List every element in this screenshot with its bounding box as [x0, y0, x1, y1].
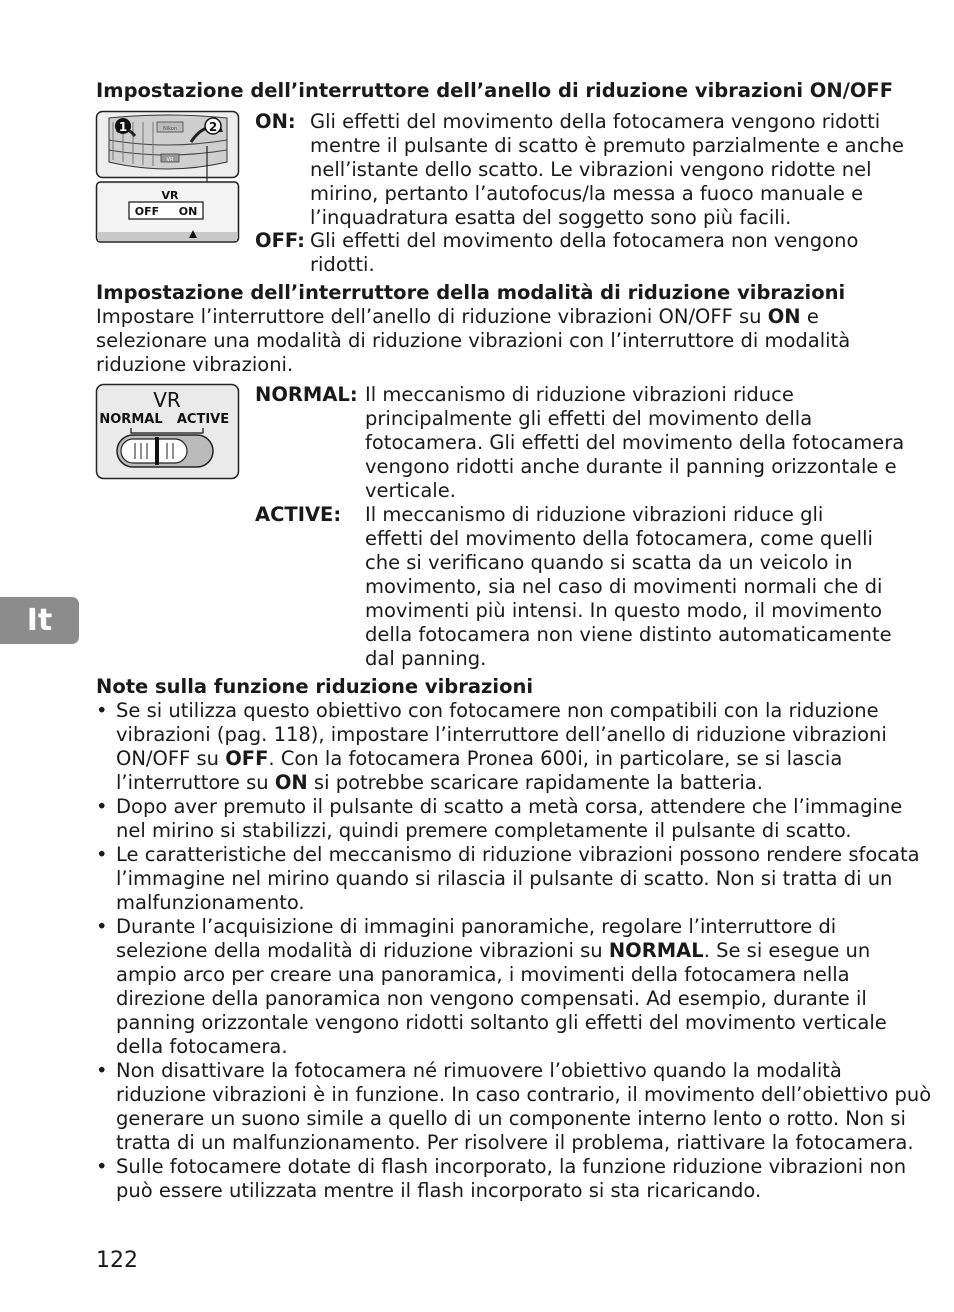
- ring-brand-text: Nikon: [162, 126, 178, 132]
- page-number: 122: [96, 1248, 138, 1273]
- definition-on: Gli effetti del movimento della fotocamera vengono ridotti mentre il pulsante di scatto è premuto parzialmente e anche nell’istante dello scatto. Le vibrazioni vengono ridotte nel mirino, pertanto l’autofocus/la messa a fuoco manuale e l’inquadratura esatta del soggetto sono più facili.: [310, 110, 904, 229]
- vr-off-label: OFF: [134, 205, 160, 218]
- language-tab: It: [0, 597, 79, 644]
- notes-list: [96, 699, 931, 1203]
- bullet-icon: •: [96, 915, 108, 938]
- bullet-icon: •: [96, 699, 108, 722]
- vr-mode-switch-illustration: [95, 383, 240, 480]
- vr-on-label: ON: [178, 205, 198, 218]
- label-on: ON:: [255, 110, 296, 133]
- bullet-icon: •: [96, 1155, 108, 1178]
- definition-off: Gli effetti del movimento della fotocamera non vengono ridotti.: [310, 229, 859, 276]
- bullet-icon: •: [96, 843, 108, 866]
- note-item: • Le caratteristiche del meccanismo di riduzione vibrazioni possono rendere sfocata l’immagine nel mirino quando si rilascia il pulsante di scatto. Non si tratta di un malfunzionamento.: [96, 843, 920, 914]
- ring-vr-text: VR: [166, 157, 174, 163]
- section-heading-vr-mode: Impostazione dell’interruttore della modalità di riduzione vibrazioni: [96, 281, 846, 304]
- definition-active: Il meccanismo di riduzione vibrazioni riduce gli effetti del movimento della fotocamera, come quelli che si verificano quando si scatta da un veicolo in movimento, sia nel caso di movimenti normali che di movimenti più intensi. In questo modo, il movimento della fotocamera non viene distinto automaticamente dal panning.: [365, 503, 892, 670]
- note-item: • Durante l’acquisizione di immagini panoramiche, regolare l’interruttore di selezione della modalità di riduzione vibrazioni su NORMAL. Se si esegue un ampio arco per creare una panoramica, i movimenti della fotocamera nella direzione della panoramica non vengono compensati. Ad esempio, durante il panning orizzontale vengono ridotti soltanto gli effetti del movimento verticale della fotocamera.: [96, 915, 887, 1058]
- section-heading-vr-on-off: Impostazione dell’interruttore dell’anello di riduzione vibrazioni ON/OFF: [96, 79, 894, 102]
- definition-normal: Il meccanismo di riduzione vibrazioni riduce principalmente gli effetti del movimento della fotocamera. Gli effetti del movimento della fotocamera vengono ridotti anche durante il panning orizzontale e verticale.: [365, 383, 905, 502]
- step-marker-1: 1: [118, 120, 128, 134]
- step-marker-2: 2: [208, 120, 218, 134]
- vr-mode-title: VR: [153, 388, 181, 412]
- note-item: • Sulle fotocamere dotate di flash incorporato, la funzione riduzione vibrazioni non può essere utilizzata mentre il flash incorporato si sta ricaricando.: [96, 1155, 907, 1202]
- normal-mode-label: NORMAL: [99, 412, 163, 427]
- label-off: OFF:: [255, 229, 305, 252]
- note-item: • Se si utilizza questo obiettivo con fotocamere non compatibili con la riduzione vibrazioni (pag. 118), impostare l’interruttore dell’anello di riduzione vibrazioni ON/OFF su OFF. Con la fotocamera Pronea 600i, in particolare, se si lascia l’interruttore su ON si potrebbe scaricare rapidamente la batteria.: [96, 699, 887, 794]
- vr-on-off-switch-illustration: [95, 110, 240, 244]
- label-normal: NORMAL:: [255, 383, 358, 406]
- note-item: • Non disattivare la fotocamera né rimuovere l’obiettivo quando la modalità riduzione vibrazioni è in funzione. In caso contrario, il movimento dell’obiettivo può generare un suono simile a quello di un componente interno lento o rotto. Non si tratta di un malfunzionamento. Per risolvere il problema, riattivare la fotocamera.: [96, 1059, 932, 1154]
- section2-intro: Impostare l’interruttore dell’anello di riduzione vibrazioni ON/OFF su ON e selezionare una modalità di riduzione vibrazioni con l’interruttore di modalità riduzione vibrazioni.: [96, 305, 851, 376]
- bullet-icon: •: [96, 795, 108, 818]
- note-item: • Dopo aver premuto il pulsante di scatto a metà corsa, attendere che l’immagine nel mirino si stabilizzi, quindi premere completamente il pulsante di scatto.: [96, 795, 903, 842]
- label-active: ACTIVE:: [255, 503, 342, 526]
- notes-heading: Note sulla funzione riduzione vibrazioni: [96, 675, 534, 698]
- bullet-icon: •: [96, 1059, 108, 1082]
- vr-panel-title: VR: [161, 189, 179, 202]
- active-mode-label: ACTIVE: [176, 412, 230, 427]
